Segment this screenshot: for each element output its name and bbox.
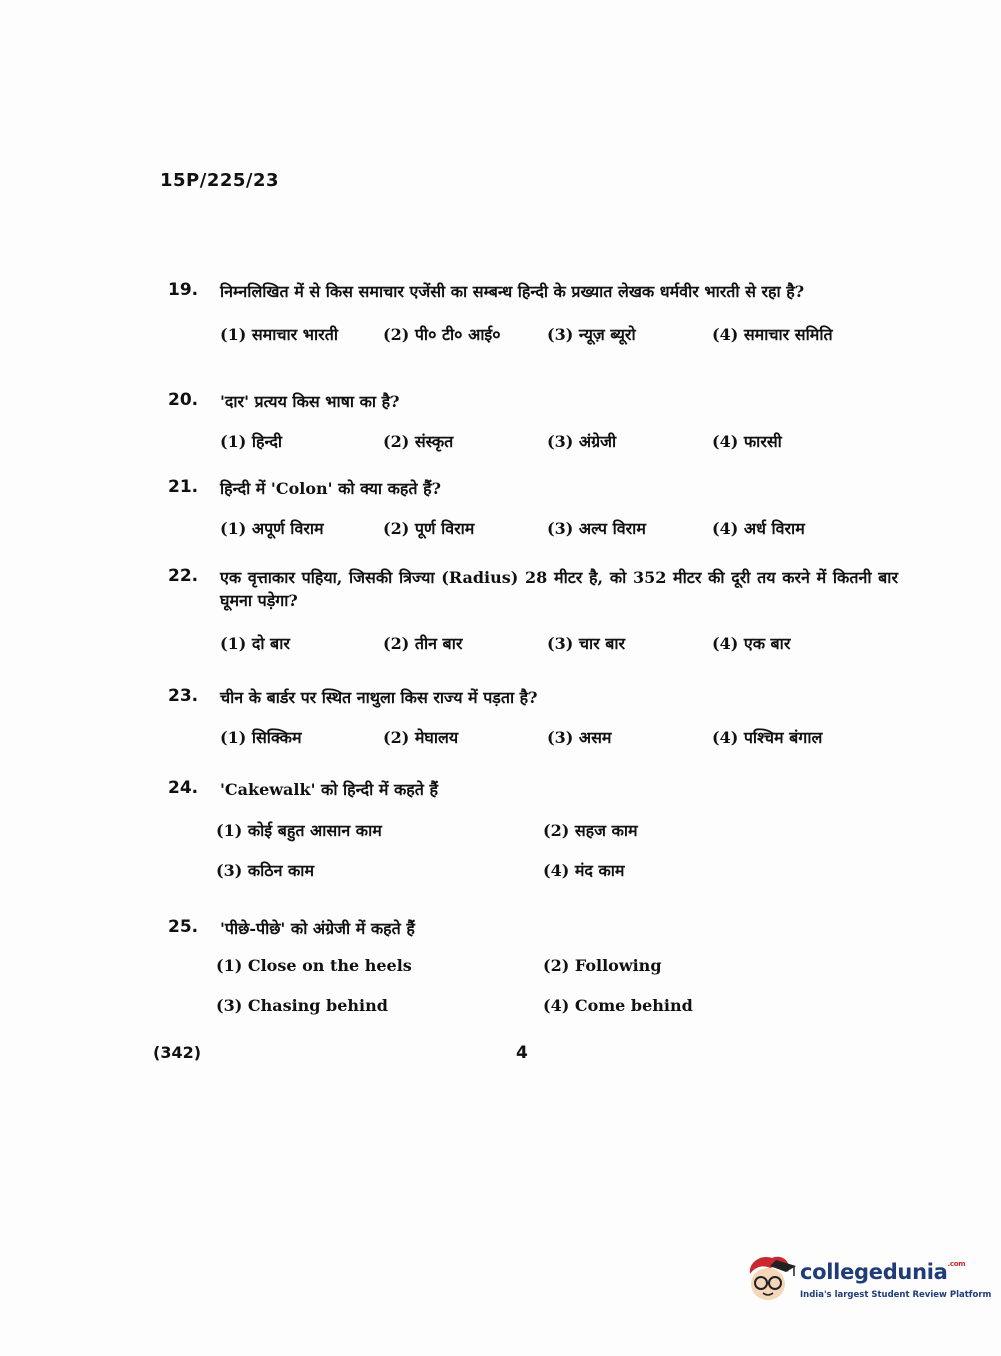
option-3: (3) Chasing behind xyxy=(216,996,388,1015)
paper-code: 15P/225/23 xyxy=(160,170,280,191)
option-4: (4) अर्ध विराम xyxy=(712,519,805,538)
question-24 xyxy=(168,778,898,899)
option-2: (2) पूर्ण विराम xyxy=(383,519,475,538)
options-row-1 xyxy=(216,956,898,996)
question-text: 'दार' प्रत्यय किस भाषा का है? xyxy=(220,392,400,411)
options-row-2 xyxy=(216,996,898,1036)
question-text: एक वृत्ताकार पहिया, जिसकी त्रिज्या (Radius) 28 मीटर है, को 352 मीटर की दूरी तय करने में कितनी बार घूमना पड़ेगा? xyxy=(220,568,898,610)
question-19 xyxy=(168,280,898,349)
question-number: 25. xyxy=(168,917,199,937)
option-2: (2) तीन बार xyxy=(383,634,463,653)
options-row-2 xyxy=(216,859,898,899)
question-text: 'पीछे-पीछे' को अंग्रेजी में कहते हैं xyxy=(220,919,415,938)
brand-name: collegedunia$^{.com}$ xyxy=(800,1260,966,1284)
options xyxy=(220,632,898,658)
option-1: (1) Close on the heels xyxy=(216,956,412,975)
page-number: 4 xyxy=(516,1043,528,1063)
booklet-code: (342) xyxy=(153,1043,202,1062)
brand-suffix: .com xyxy=(947,1260,966,1268)
option-2: (2) मेघालय xyxy=(383,728,459,747)
question-number: 23. xyxy=(168,686,199,706)
option-4: (4) एक बार xyxy=(712,634,791,653)
question-text: 'Cakewalk' को हिन्दी में कहते हैं xyxy=(220,780,438,799)
option-1: (1) दो बार xyxy=(220,634,290,653)
mascot-icon xyxy=(742,1252,798,1308)
option-2: (2) पी० टी० आई० xyxy=(383,325,501,344)
options xyxy=(220,430,898,456)
option-4: (4) समाचार समिति xyxy=(712,325,833,344)
option-1: (1) कोई बहुत आसान काम xyxy=(216,821,382,840)
option-4: (4) मंद काम xyxy=(543,861,625,880)
question-number: 20. xyxy=(168,390,199,410)
option-3: (3) कठिन काम xyxy=(216,861,315,880)
option-3: (3) न्यूज़ ब्यूरो xyxy=(547,325,636,344)
options xyxy=(220,726,898,752)
option-3: (3) चार बार xyxy=(547,634,626,653)
option-4: (4) फारसी xyxy=(712,432,782,451)
option-2: (2) सहज काम xyxy=(543,821,638,840)
options xyxy=(220,323,898,349)
question-number: 22. xyxy=(168,566,199,586)
question-number: 21. xyxy=(168,477,199,497)
question-21 xyxy=(168,477,898,543)
collegedunia-logo[interactable] xyxy=(742,1252,992,1312)
question-number: 19. xyxy=(168,280,199,300)
option-4: (4) पश्चिम बंगाल xyxy=(712,728,823,747)
question-22 xyxy=(168,566,898,658)
brand-tagline: India's largest Student Review Platform xyxy=(800,1290,992,1300)
question-25 xyxy=(168,917,898,1036)
option-1: (1) अपूर्ण विराम xyxy=(220,519,324,538)
option-2: (2) Following xyxy=(543,956,662,975)
options xyxy=(220,517,898,543)
option-1: (1) सिक्किम xyxy=(220,728,302,747)
question-number: 24. xyxy=(168,778,199,798)
question-text: निम्नलिखित में से किस समाचार एजेंसी का सम्बन्ध हिन्दी के प्रख्यात लेखक धर्मवीर भारती से रहा है? xyxy=(220,282,805,301)
option-4: (4) Come behind xyxy=(543,996,693,1015)
question-text: चीन के बार्डर पर स्थित नाथुला किस राज्य में पड़ता है? xyxy=(220,688,538,707)
question-20 xyxy=(168,390,898,456)
option-3: (3) असम xyxy=(547,728,612,747)
question-23 xyxy=(168,686,898,752)
options-row-1 xyxy=(216,819,898,859)
option-2: (2) संस्कृत xyxy=(383,432,454,451)
question-text: हिन्दी में 'Colon' को क्या कहते हैं? xyxy=(220,479,441,498)
option-1: (1) हिन्दी xyxy=(220,432,283,451)
option-3: (3) अल्प विराम xyxy=(547,519,646,538)
option-1: (1) समाचार भारती xyxy=(220,325,338,344)
option-3: (3) अंग्रेजी xyxy=(547,432,617,451)
